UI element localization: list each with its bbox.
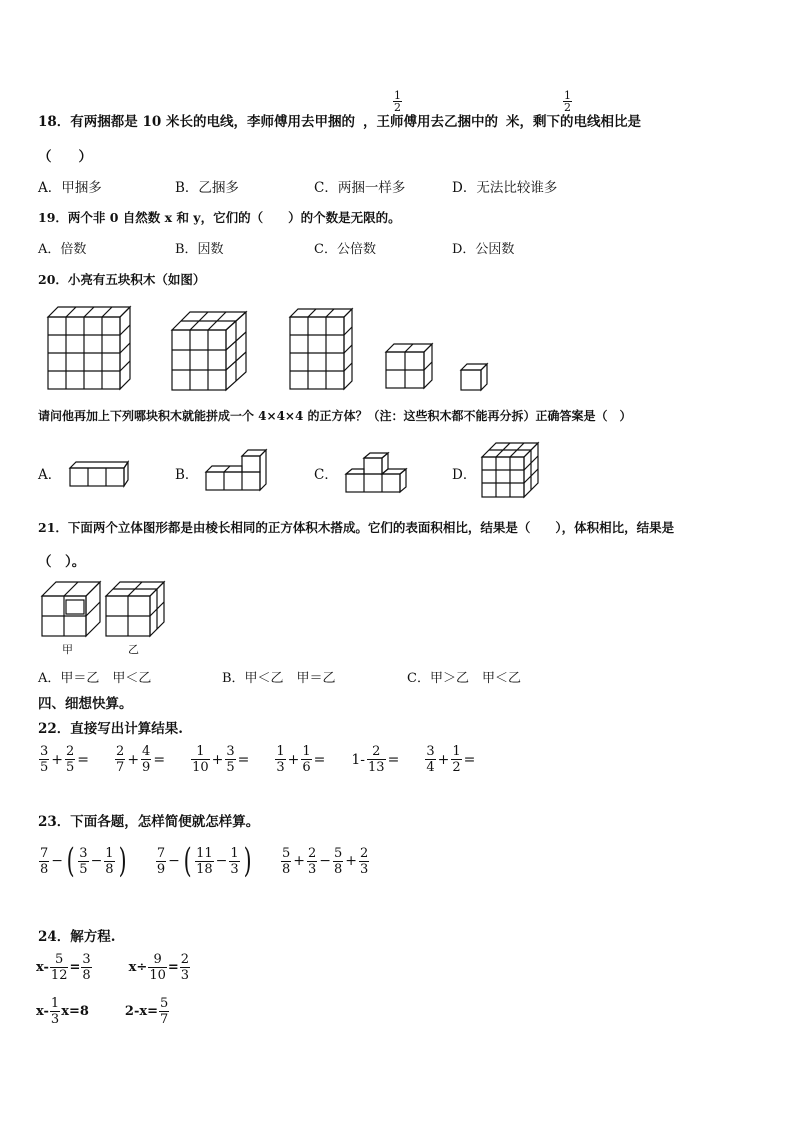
q21-label-yi: 乙: [128, 643, 139, 656]
q18-option-d[interactable]: D．无法比较谁多: [452, 180, 558, 196]
q21-option-b[interactable]: B．甲＜乙 甲＝乙: [222, 671, 336, 686]
q24-eq-4: 2-x= $\frac{5}{7}$: [124, 996, 169, 1027]
q24-row-1: [36, 952, 215, 983]
q22-expr-4: $\frac{1}{3}$ + $\frac{1}{6}$ =: [276, 744, 326, 775]
q21-option-c[interactable]: C．甲＞乙 甲＜乙: [407, 671, 521, 686]
q22-text: 22．直接写出计算结果.: [38, 721, 183, 737]
q18-option-b[interactable]: B．乙捆多: [175, 180, 239, 196]
block-3x3x2-figure: [170, 310, 254, 394]
q22-expr-5: 1- $\frac{2}{13}$ =: [351, 744, 400, 775]
q23-expr-3: $\frac{5}{8}$ + $\frac{2}{3}$ − $\frac{5}{8}$ + $\frac{2}{3}$: [281, 845, 369, 877]
q21-option-a[interactable]: A．甲＝乙 甲＜乙: [38, 671, 152, 686]
q20-option-d-figure[interactable]: [480, 441, 542, 501]
q24-text: 24．解方程.: [38, 929, 116, 945]
q23-expressions: [38, 841, 394, 881]
q20-text: 20．小亮有五块积木（如图）: [38, 272, 206, 287]
block-2x2-figure: [384, 342, 436, 392]
q20-question: 请问他再加上下列哪块积木就能拼成一个 4×4×4 的正方体？（注：这些积木都不能再分拆）正确答案是（ ）: [38, 409, 632, 423]
q18-prefix: 18．有两捆都是 10 米长的电线，李师傅用去甲捆的: [38, 114, 355, 130]
q23-expr-1: $\frac{7}{8}$ − ( $\frac{3}{5}$ − $\frac{1}{8}$ ): [40, 841, 127, 881]
q24-eq-3: x- $\frac{1}{3}$ x=8: [36, 996, 89, 1027]
q18-fraction-1: $\frac{1}{2}$: [394, 89, 401, 114]
q18-text: [38, 110, 641, 130]
q24-row-2: [36, 996, 194, 1027]
q19-option-b[interactable]: B．因数: [175, 242, 224, 257]
q20-option-a[interactable]: A．: [38, 467, 62, 483]
q24-eq-2: x÷ $\frac{9}{10}$ = $\frac{2}{3}$: [128, 952, 190, 983]
q22-expr-3: $\frac{1}{10}$ + $\frac{3}{5}$ =: [192, 744, 250, 775]
q21-figure-jia: [40, 578, 106, 640]
q20-option-c[interactable]: C．: [314, 467, 338, 483]
q20-option-b-figure[interactable]: [204, 448, 270, 494]
q23-expr-2: $\frac{7}{9}$ − ( $\frac{11}{18}$ − $\frac{1}{3}$ ): [156, 841, 252, 881]
q18-blank: （ ）: [38, 149, 92, 165]
q18-mid: ，王师傅用去乙捆中的: [362, 114, 498, 130]
q18-option-c[interactable]: C．两捆一样多: [314, 180, 406, 196]
section-4-heading: 四、细想快算。: [38, 696, 133, 712]
q19-option-a[interactable]: A．倍数: [38, 242, 87, 257]
block-4x3-figure: [46, 305, 136, 393]
block-3x4-figure: [288, 305, 358, 393]
q24-eq-1: x- $\frac{5}{12}$ = $\frac{3}{8}$: [36, 952, 91, 983]
q18-fraction-2: $\frac{1}{2}$: [564, 89, 571, 114]
q22-expressions: [38, 744, 500, 775]
block-1x1-figure: [459, 362, 491, 392]
q20-option-b[interactable]: B．: [175, 467, 199, 483]
q20-option-a-figure[interactable]: [68, 460, 132, 490]
q21-label-jia: 甲: [62, 643, 73, 656]
q19-option-d[interactable]: D．公因数: [452, 242, 515, 257]
q20-option-d[interactable]: D．: [452, 467, 477, 483]
q22-expr-1: $\frac{3}{5}$ + $\frac{2}{5}$ =: [40, 744, 90, 775]
q23-text: 23．下面各题，怎样简便就怎样算。: [38, 814, 260, 830]
q19-text: 19．两个非 0 自然数 x 和 y，它们的（ ）的个数是无限的。: [38, 210, 401, 225]
q18-option-a[interactable]: A．甲捆多: [38, 180, 102, 196]
q21-text2: （ ）。: [38, 554, 86, 570]
q19-option-c[interactable]: C．公倍数: [314, 242, 376, 257]
q18-suffix: 米，剩下的电线相比是: [505, 114, 641, 130]
q22-expr-6: $\frac{3}{4}$ + $\frac{1}{2}$ =: [426, 744, 476, 775]
q21-figure-yi: [104, 578, 170, 640]
q20-option-c-figure[interactable]: [344, 452, 410, 496]
q22-expr-2: $\frac{2}{7}$ + $\frac{4}{9}$ =: [116, 744, 166, 775]
q21-text: 21．下面两个立体图形都是由棱长相同的正方体积木搭成。它们的表面积相比，结果是（ ），体积相比，结果是: [38, 520, 675, 535]
